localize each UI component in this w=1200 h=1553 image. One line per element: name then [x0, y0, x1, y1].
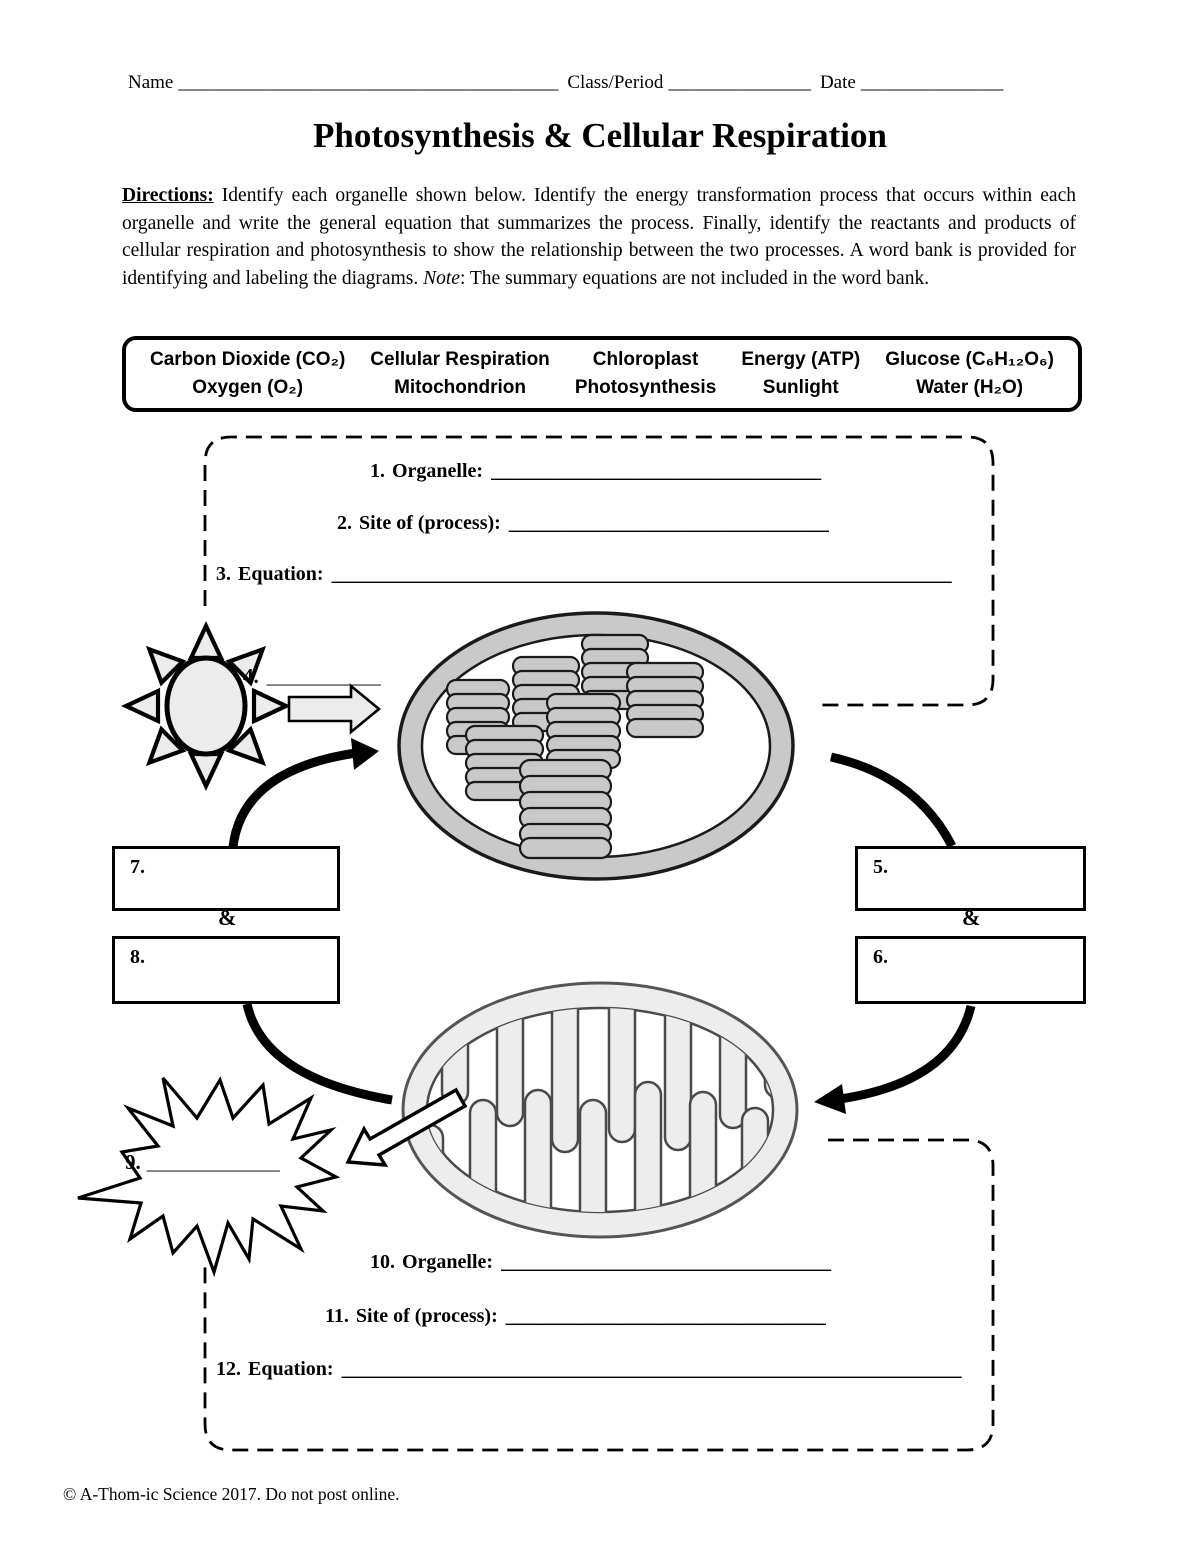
- directions-body: Identify each organelle shown below. Identify the energy transformation process that occurs within each organelle and write the general equation that summarizes the process. Finally, identify the reactants and products of cellular respiration and photosynthesis to show the relationship between the two processes. A word bank is provided for identifying and labeling the diagrams.: [122, 185, 1076, 290]
- word-bank-column: [885, 346, 1054, 401]
- site-blank[interactable]: ________________________________: [505, 1305, 826, 1327]
- block-arrow-right: [289, 686, 379, 732]
- arrowhead-to-chloroplast: [351, 738, 379, 770]
- header: [128, 72, 1088, 94]
- sun-icon: [126, 626, 286, 786]
- sunlight-blank[interactable]: ____________: [266, 667, 381, 688]
- item-number: 4.: [243, 664, 259, 688]
- word-bank-column: [741, 346, 860, 401]
- sun-ray: [191, 754, 221, 786]
- item-number: 2.: [337, 512, 352, 534]
- site-label: Site of (process):: [355, 1305, 498, 1327]
- directions-label: Directions:: [122, 185, 214, 206]
- word-bank-term: Mitochondrion: [394, 377, 526, 398]
- directions-paragraph: [122, 182, 1076, 293]
- form-line-site-11: [325, 1305, 826, 1328]
- equation-label: Equation:: [248, 1358, 334, 1380]
- copyright-footer: © A-Thom-ic Science 2017. Do not post online.: [63, 1484, 400, 1504]
- date-blank[interactable]: _______________: [860, 72, 1004, 93]
- organelle-label: Organelle:: [392, 460, 484, 482]
- organelle-blank[interactable]: _________________________________: [491, 460, 822, 482]
- form-line-site-2: [337, 512, 829, 535]
- word-bank-column: [575, 346, 716, 401]
- item-number: 8.: [130, 946, 145, 968]
- form-line-equation-3: [216, 563, 952, 586]
- item-number: 6.: [873, 946, 888, 968]
- answer-box-5[interactable]: [855, 846, 1086, 911]
- cycle-arrow-top-right: [831, 757, 952, 846]
- organelle-label: Organelle:: [402, 1251, 494, 1273]
- chloroplast-diagram: [399, 613, 793, 879]
- item-number: 12.: [216, 1358, 241, 1380]
- page-title: Photosynthesis & Cellular Respiration: [313, 116, 887, 155]
- answer-box-8[interactable]: [112, 936, 340, 1004]
- sunlight-item: [243, 664, 381, 689]
- energy-item: [125, 1150, 280, 1175]
- cycle-arrow-top-left: [233, 753, 356, 847]
- site-label: Site of (process):: [359, 512, 501, 534]
- item-number: 1.: [370, 460, 385, 482]
- energy-blank[interactable]: ______________: [146, 1153, 280, 1174]
- word-bank-term: Water (H₂O): [916, 377, 1024, 398]
- equation-blank[interactable]: ______________________________________________________________: [331, 563, 952, 585]
- equation-label: Equation:: [238, 563, 324, 585]
- arrowhead-to-mitochondrion: [814, 1084, 846, 1114]
- word-bank-term: Glucose (C₆H₁₂O₆): [885, 349, 1054, 371]
- name-blank[interactable]: ________________________________________: [178, 72, 559, 93]
- word-bank-term: Oxygen (O₂): [192, 377, 304, 398]
- equation-blank[interactable]: ______________________________________________________________: [341, 1358, 962, 1380]
- word-bank-term: Photosynthesis: [574, 377, 717, 398]
- word-bank-column: [150, 346, 345, 401]
- mitochondrion-diagram: [403, 983, 797, 1248]
- word-bank-term: Carbon Dioxide (CO₂): [150, 349, 346, 371]
- item-number: 7.: [130, 856, 145, 878]
- class-period-label: Class/Period: [567, 72, 664, 93]
- form-line-organelle-1: [370, 460, 821, 483]
- word-bank-term: Energy (ATP): [741, 349, 861, 371]
- cycle-arrow-bottom-right: [840, 1006, 971, 1099]
- item-number: 9.: [125, 1150, 141, 1174]
- answer-box-6[interactable]: [855, 936, 1086, 1004]
- starburst-shape: [78, 1078, 336, 1272]
- name-label: Name: [128, 72, 174, 93]
- note-body: : The summary equations are not included in the word bank.: [459, 268, 930, 290]
- word-bank-term: Sunlight: [762, 377, 839, 398]
- sun-ray: [191, 626, 221, 658]
- form-line-organelle-10: [370, 1251, 831, 1274]
- answer-box-7[interactable]: [112, 846, 340, 911]
- class-period-blank[interactable]: _______________: [668, 72, 811, 93]
- sun-ray: [254, 691, 286, 721]
- date-label: Date: [819, 72, 856, 93]
- ampersand-right: &: [962, 905, 981, 930]
- item-number: 11.: [325, 1305, 349, 1327]
- sun-ray: [126, 691, 158, 721]
- item-number: 5.: [873, 856, 888, 878]
- word-bank-term: Chloroplast: [592, 349, 699, 371]
- item-number: 10.: [370, 1251, 395, 1273]
- word-bank-column: [370, 346, 550, 401]
- organelle-blank[interactable]: _________________________________: [501, 1251, 832, 1273]
- word-bank: [122, 336, 1082, 412]
- sun-body: [167, 658, 245, 754]
- note-label: Note: [423, 268, 460, 290]
- item-number: 3.: [216, 563, 231, 585]
- form-line-equation-12: [216, 1358, 962, 1381]
- word-bank-term: Cellular Respiration: [370, 349, 550, 371]
- site-blank[interactable]: ________________________________: [508, 512, 829, 534]
- cycle-arrow-bottom-left: [247, 1004, 392, 1100]
- ampersand-left: &: [218, 905, 237, 930]
